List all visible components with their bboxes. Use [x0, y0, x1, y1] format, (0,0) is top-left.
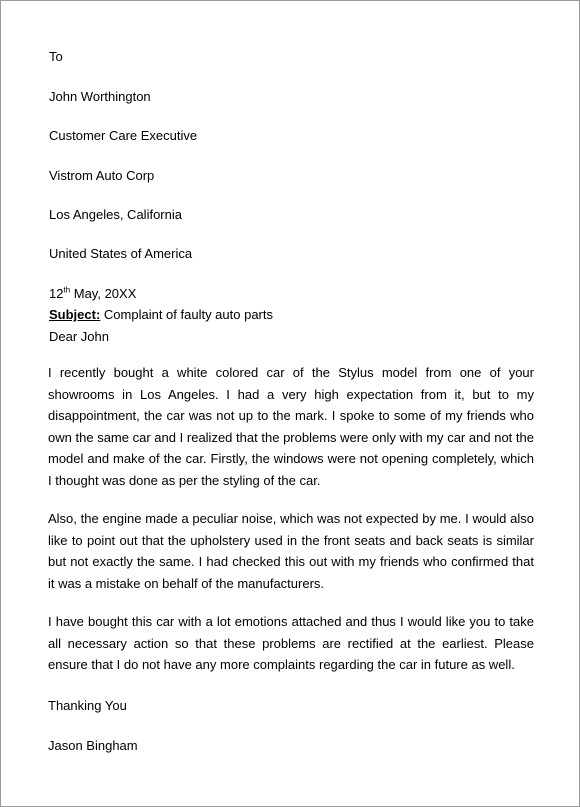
subject-text: Complaint of faulty auto parts	[100, 307, 273, 322]
subject-line	[49, 307, 273, 323]
recipient-country: United States of America	[49, 246, 193, 261]
recipient-title: Customer Care Executive	[49, 128, 198, 143]
letter-date	[49, 286, 136, 302]
to-label: To	[49, 49, 63, 64]
date-rest: May, 20XX	[70, 286, 137, 301]
body-paragraph-3: I have bought this car with a lot emotions attached and thus I would like you to take all necessary action so that these problems are rectified at the earliest. Please ensure that I do not have any more complaints regarding the car in future as well.	[48, 614, 534, 672]
recipient-company: Vistrom Auto Corp	[49, 168, 155, 183]
date-day: 12	[49, 286, 64, 301]
salutation: Dear John	[49, 329, 109, 344]
recipient-city-state: Los Angeles, California	[49, 207, 182, 222]
subject-label: Subject:	[49, 307, 101, 322]
date-suffix: th	[63, 285, 71, 295]
body-paragraph-2: Also, the engine made a peculiar noise, which was not expected by me. I would also like to point out that the upholstery used in the front seats and back seats is similar but not exactly the same. I had checked this out with my friends who confirmed that it was a mistake on behalf of the manufacturers.	[48, 511, 534, 591]
closing: Thanking You	[48, 698, 127, 713]
body-paragraph-1: I recently bought a white colored car of the Stylus model from one of your showrooms in Los Angeles. I had a very high expectation from it, but to my disappointment, the car was not up to the mark. I spoke to some of my friends who own the same car and I realized that the problems were only with my car and not the model and make of the car. Firstly, the windows were not opening completely, which I thought was done as per the styling of the car.	[48, 365, 534, 488]
recipient-name: John Worthington	[49, 89, 151, 104]
signature: Jason Bingham	[48, 738, 138, 753]
